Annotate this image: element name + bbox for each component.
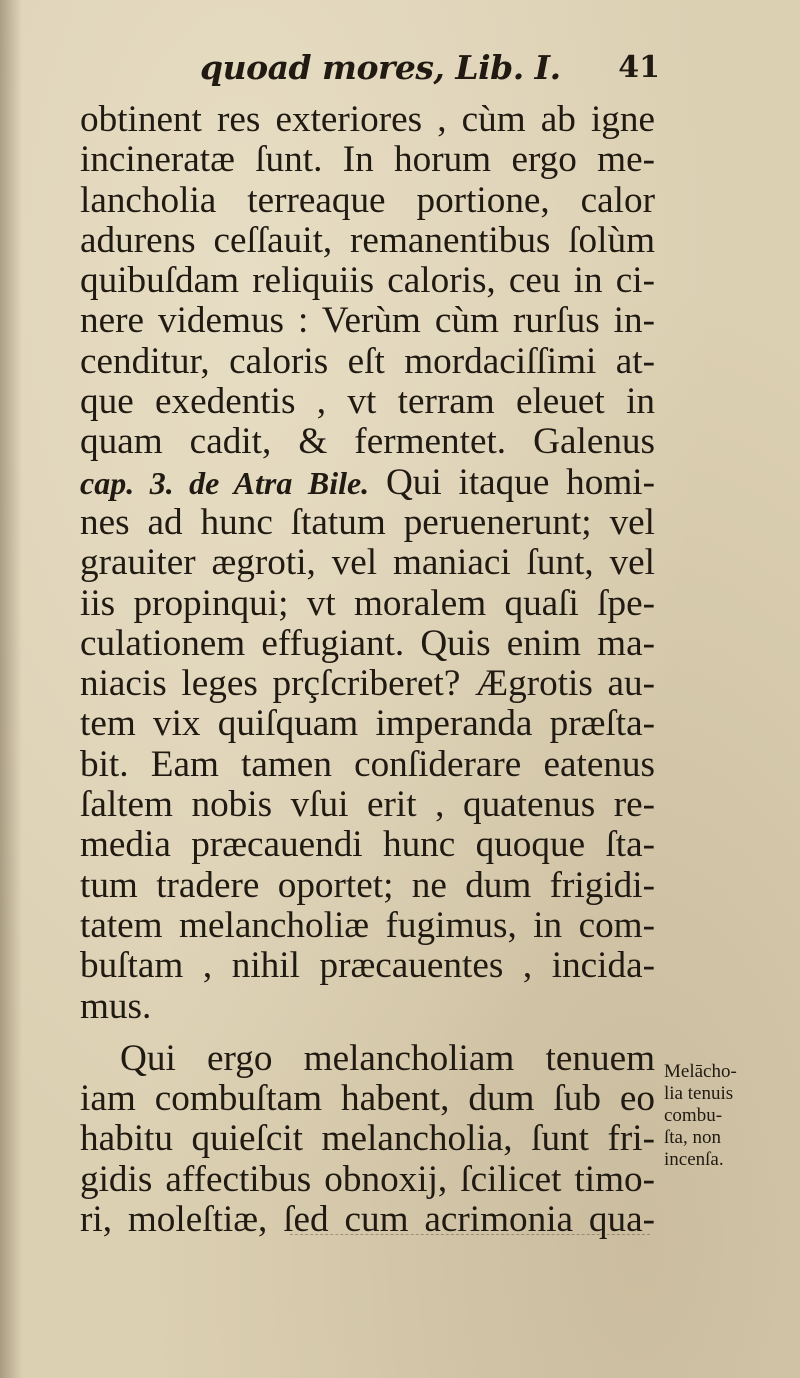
text-line: tem vix quiſquam imperanda præſta- — [80, 703, 655, 745]
page-edge-shadow — [0, 0, 22, 1378]
text-line: adurens ceſſauit, remanentibus ſolùm — [80, 219, 655, 261]
text-line: nere videmus : Verùm cùm rurſus in- — [80, 300, 655, 342]
text-line: culationem effugiant. Quis enim ma- — [80, 622, 655, 664]
page-number: 41 — [618, 50, 660, 85]
text-line: niacis leges prçſcriberet? Ægrotis au- — [80, 663, 655, 705]
text-line: grauiter ægroti, vel maniaci ſunt, vel — [80, 542, 655, 584]
text-line: ri, moleſtiæ, ſed cum acrimonia qua- — [80, 1199, 655, 1241]
text-line: cenditur, caloris eſt mordaciſſimi at- — [80, 340, 655, 382]
text-line: iis propinqui; vt moralem quaſi ſpe- — [80, 582, 655, 624]
running-head: quoad mores, Lib. I. — [200, 48, 561, 87]
text-line: quibuſdam reliquiis caloris, ceu in ci- — [80, 260, 655, 302]
text-line: tatem melancholiæ fugimus, in com- — [80, 904, 655, 946]
citation-reference: cap. 3. de Atra Bile. — [80, 464, 370, 501]
text-line: bit. Eam tamen conſiderare eatenus — [80, 743, 655, 785]
text-line: nes ad hunc ſtatum peruenerunt; vel — [80, 501, 655, 543]
text-line: que exedentis , vt terram eleuet in — [80, 381, 655, 423]
text-line: iam combuſtam habent, dum ſub eo — [80, 1078, 655, 1120]
marginal-line: incenſa. — [664, 1149, 724, 1170]
text-line: quam cadit, & fermentet. Galenus — [80, 421, 655, 463]
text-line: mus. — [80, 985, 152, 1027]
citation-line — [80, 463, 655, 503]
main-text — [80, 100, 655, 1240]
text-line: lancholia terreaque portione, calor — [80, 179, 655, 221]
text-line: incineratæ ſunt. In horum ergo me- — [80, 139, 655, 181]
text-line: Qui ergo melancholiam tenuem — [120, 1037, 655, 1079]
text-line: buſtam , nihil præcauentes , incida- — [80, 945, 655, 987]
text-line: gidis affectibus obnoxij, ſcilicet timo- — [80, 1158, 655, 1200]
marginal-line: combu- — [664, 1105, 723, 1126]
marginal-line: lia tenuis — [664, 1083, 734, 1104]
marginal-note — [664, 1061, 774, 1171]
citation-rest: Qui itaque homi- — [369, 461, 655, 503]
text-line: ſaltem nobis vſui erit , quatenus re- — [80, 784, 655, 826]
print-rule — [290, 1234, 650, 1235]
text-line: tum tradere oportet; ne dum frigidi- — [80, 864, 655, 906]
text-line: media præcauendi hunc quoque ſta- — [80, 824, 655, 866]
page-header — [200, 48, 660, 94]
marginal-line: ſta, non — [664, 1127, 721, 1148]
text-line: habitu quieſcit melancholia, ſunt fri- — [80, 1118, 655, 1160]
marginal-line: Melācho- — [664, 1061, 737, 1082]
text-line: obtinent res exteriores , cùm ab igne — [80, 99, 655, 140]
